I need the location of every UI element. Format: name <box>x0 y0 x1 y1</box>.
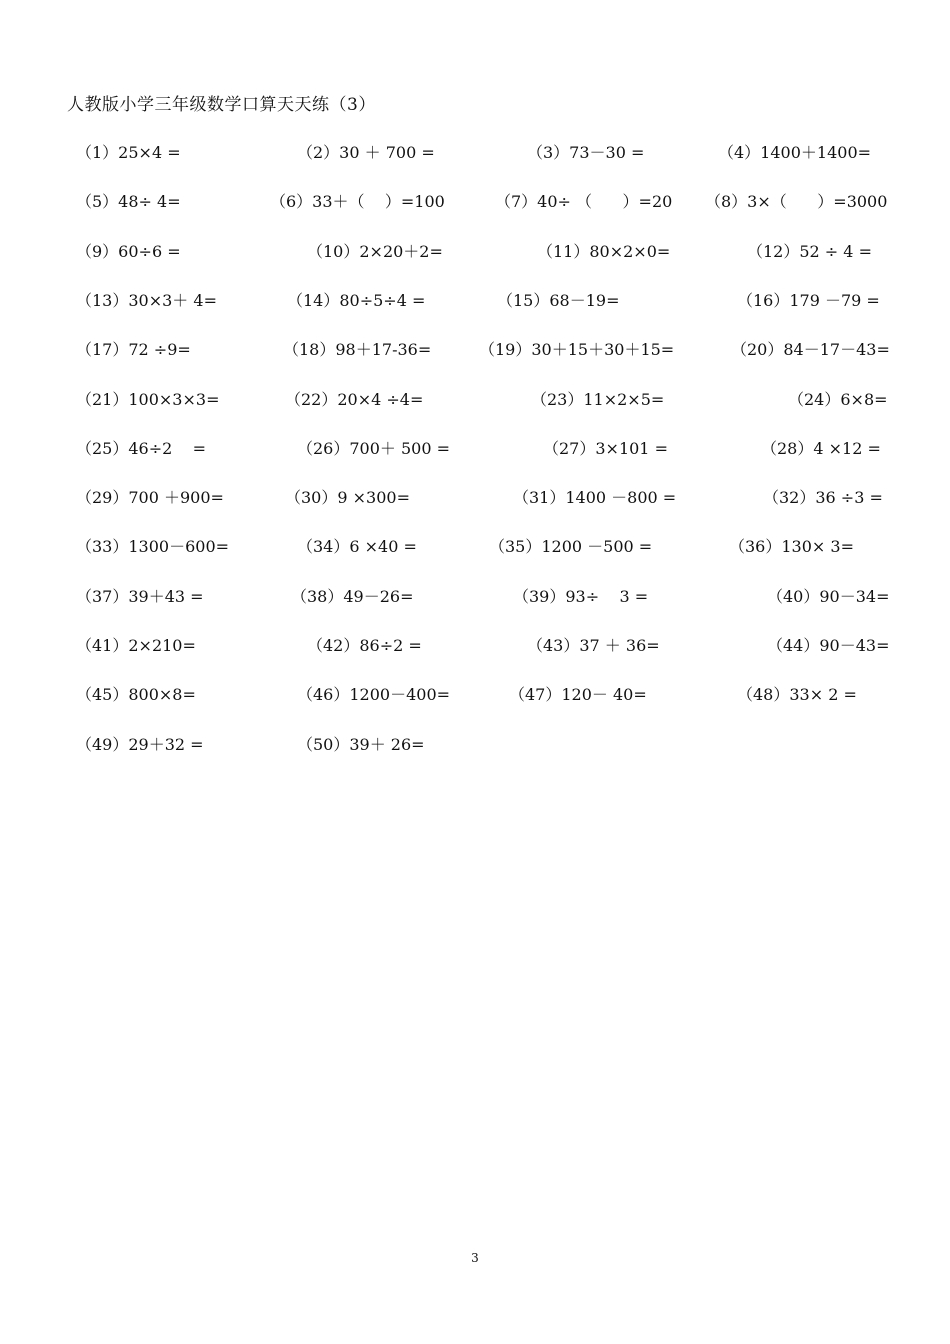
arithmetic-problem: （43）37 ＋ 36= <box>527 636 660 655</box>
arithmetic-problem: （40）90－34= <box>767 587 890 606</box>
problem-row <box>0 240 950 264</box>
arithmetic-problem: （16）179 －79 = <box>737 291 880 310</box>
arithmetic-problem: （20）84－17－43= <box>731 340 890 359</box>
problem-row <box>0 437 950 461</box>
arithmetic-problem: （31）1400 －800 = <box>513 488 677 507</box>
page-number: 3 <box>471 1251 479 1265</box>
arithmetic-problem: （38）49－26= <box>291 587 414 606</box>
problem-row <box>0 289 950 313</box>
arithmetic-problem: （34）6 ×40 = <box>297 537 417 556</box>
problem-row <box>0 190 950 214</box>
arithmetic-problem: （8）3×（ ）=3000 <box>705 192 888 211</box>
arithmetic-problem: （45）800×8= <box>76 685 196 704</box>
arithmetic-problem: （17）72 ÷9= <box>76 340 191 359</box>
arithmetic-problem: （26）700＋ 500 = <box>297 439 451 458</box>
arithmetic-problem: （25）46÷2 = <box>76 439 207 458</box>
arithmetic-problem: （14）80÷5÷4 = <box>287 291 426 310</box>
arithmetic-problem: （42）86÷2 = <box>307 636 422 655</box>
arithmetic-problem: （28）4 ×12 = <box>761 439 881 458</box>
arithmetic-problem: （36）130× 3= <box>729 537 854 556</box>
arithmetic-problem: （22）20×4 ÷4= <box>285 390 424 409</box>
arithmetic-problem: （30）9 ×300= <box>285 488 410 507</box>
arithmetic-problem: （47）120－ 40= <box>509 685 647 704</box>
arithmetic-problem: （33）1300－600= <box>76 537 230 556</box>
arithmetic-problem: （4）1400＋1400= <box>718 143 872 162</box>
problem-row <box>0 141 950 165</box>
arithmetic-problem: （6）33＋（ ）=100 <box>270 192 445 211</box>
problem-row <box>0 683 950 707</box>
arithmetic-problem: （46）1200－400= <box>297 685 451 704</box>
problem-row <box>0 535 950 559</box>
arithmetic-problem: （13）30×3＋ 4= <box>76 291 217 310</box>
arithmetic-problem: （50）39＋ 26= <box>297 735 425 754</box>
arithmetic-problem: （49）29＋32 = <box>76 735 204 754</box>
arithmetic-problem: （29）700 ＋900= <box>76 488 224 507</box>
arithmetic-problem: （3）73－30 = <box>527 143 645 162</box>
arithmetic-problem: （11）80×2×0= <box>537 242 671 261</box>
arithmetic-problem: （23）11×2×5= <box>531 390 665 409</box>
arithmetic-problem: （19）30＋15＋30＋15= <box>479 340 675 359</box>
page-title: 人教版小学三年级数学口算天天练（3） <box>67 95 376 115</box>
problem-row <box>0 585 950 609</box>
arithmetic-problem: （12）52 ÷ 4 = <box>747 242 872 261</box>
problem-row <box>0 634 950 658</box>
arithmetic-problem: （35）1200 －500 = <box>489 537 653 556</box>
arithmetic-problem: （2）30 ＋ 700 = <box>297 143 435 162</box>
arithmetic-problem: （44）90－43= <box>767 636 890 655</box>
arithmetic-problem: （1）25×4 = <box>76 143 181 162</box>
arithmetic-problem: （41）2×210= <box>76 636 196 655</box>
arithmetic-problem: （32）36 ÷3 = <box>763 488 883 507</box>
arithmetic-problem: （7）40÷ （ ）=20 <box>495 192 673 211</box>
arithmetic-problem: （18）98＋17-36= <box>283 340 432 359</box>
problem-row <box>0 388 950 412</box>
arithmetic-problem: （27）3×101 = <box>543 439 668 458</box>
arithmetic-problem: （48）33× 2 = <box>737 685 857 704</box>
arithmetic-problem: （5）48÷ 4= <box>76 192 181 211</box>
arithmetic-problem: （24）6×8= <box>788 390 888 409</box>
arithmetic-problem: （37）39＋43 = <box>76 587 204 606</box>
arithmetic-problem: （10）2×20＋2= <box>307 242 443 261</box>
arithmetic-problem: （9）60÷6 = <box>76 242 181 261</box>
problem-row <box>0 733 950 757</box>
arithmetic-problem: （15）68－19= <box>497 291 620 310</box>
problem-row <box>0 486 950 510</box>
problem-row <box>0 338 950 362</box>
arithmetic-problem: （21）100×3×3= <box>76 390 220 409</box>
arithmetic-problem: （39）93÷ 3 = <box>513 587 649 606</box>
